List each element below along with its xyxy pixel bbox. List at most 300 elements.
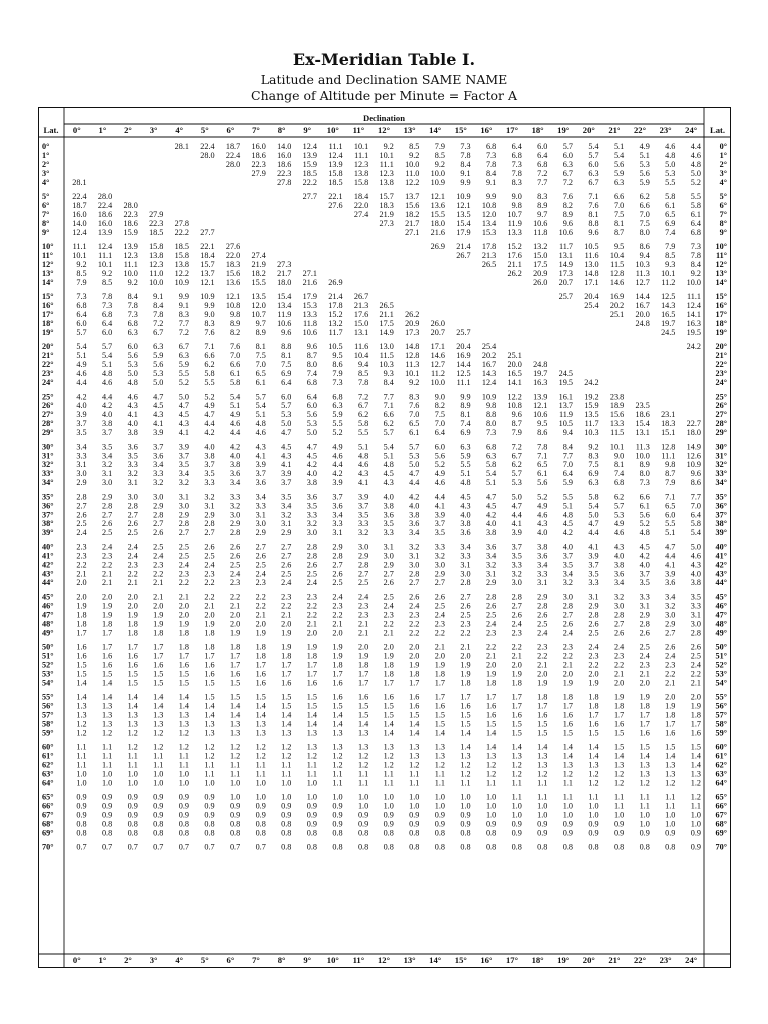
table-cell: 5.7 <box>562 142 573 151</box>
column-footer: 0° <box>72 955 81 965</box>
table-cell: 3.7 <box>153 442 164 452</box>
table-cell: 3.2 <box>306 519 317 529</box>
table-cell: 1.1 <box>255 769 266 779</box>
table-cell: 16.7 <box>635 301 650 311</box>
table-cell: 2.3 <box>434 619 445 629</box>
table-cell: 3.9 <box>281 469 292 479</box>
table-cell: 22.3 <box>149 218 164 228</box>
table-cell: 1.2 <box>460 769 471 779</box>
table-cell: 18.0 <box>277 277 292 287</box>
table-cell: 13.1 <box>558 251 573 261</box>
table-cell: 2.4 <box>434 610 445 620</box>
table-cell: 18.3 <box>379 201 394 210</box>
lat-row-label: 50° <box>42 642 54 652</box>
lat-row-label-right: 14° <box>715 277 727 287</box>
table-cell: 1.7 <box>460 692 471 702</box>
lat-row-label-right: 37° <box>715 510 727 520</box>
table-cell: 3.3 <box>76 451 87 461</box>
table-cell: 3.2 <box>153 478 164 488</box>
table-cell: 5.2 <box>690 177 701 187</box>
table-cell: 5.2 <box>537 492 548 502</box>
table-cell: 1.6 <box>204 660 215 670</box>
table-cell: 1.5 <box>76 660 87 670</box>
table-cell: 1.0 <box>76 778 87 788</box>
table-cell: 1.2 <box>178 742 189 752</box>
table-cell: 4.0 <box>613 551 625 561</box>
table-cell: 10.4 <box>609 251 625 261</box>
table-cell: 3.0 <box>460 569 471 579</box>
table-cell: 2.5 <box>255 560 266 570</box>
table-cell: 6.8 <box>537 159 548 169</box>
table-cell: 4.4 <box>101 392 113 402</box>
table-cell: 1.2 <box>101 728 113 738</box>
table-cell: 1.4 <box>127 692 138 702</box>
lat-row-label: 46° <box>42 601 54 611</box>
table-cell: 5.1 <box>665 528 676 538</box>
table-cell: 7.2 <box>178 327 189 337</box>
table-cell: 22.3 <box>123 209 138 219</box>
table-cell: 1.9 <box>101 610 113 620</box>
table-cell: 1.1 <box>562 778 573 788</box>
table-cell: 8.3 <box>178 310 189 320</box>
table-cell: 26.2 <box>507 268 522 278</box>
table-cell: 2.3 <box>204 569 215 579</box>
table-cell: 1.1 <box>613 801 625 811</box>
table-cell: 1.0 <box>511 810 522 820</box>
table-cell: 1.3 <box>255 728 266 738</box>
table-cell: 3.9 <box>665 569 676 579</box>
table-cell: 4.2 <box>485 510 497 520</box>
table-cell: 8.0 <box>639 469 650 479</box>
table-cell: 1.9 <box>537 678 548 688</box>
table-cell: 7.9 <box>76 277 87 287</box>
table-cell: 6.9 <box>588 469 599 479</box>
table-cell: 1.5 <box>613 728 625 738</box>
table-cell: 7.1 <box>665 492 676 502</box>
lat-row-label: 30° <box>42 442 54 452</box>
table-cell: 1.4 <box>153 701 164 711</box>
table-cell: 0.7 <box>101 842 113 852</box>
table-cell: 19.7 <box>661 319 676 328</box>
table-cell: 27.9 <box>251 168 266 178</box>
table-cell: 7.5 <box>281 360 292 370</box>
table-cell: 14.0 <box>72 218 87 228</box>
table-cell: 1.7 <box>281 669 292 679</box>
table-cell: 3.4 <box>101 451 113 461</box>
table-cell: 1.4 <box>178 692 189 702</box>
table-cell: 5.0 <box>127 369 138 379</box>
lat-row-label-right: 20° <box>715 342 727 352</box>
table-cell: 2.5 <box>357 578 369 588</box>
table-cell: 2.2 <box>306 601 317 611</box>
table-cell: 2.4 <box>127 551 138 561</box>
table-cell: 0.8 <box>639 842 650 852</box>
table-cell: 2.0 <box>460 651 471 661</box>
table-cell: 10.0 <box>430 378 445 387</box>
table-cell: 15.5 <box>430 209 445 219</box>
table-cell: 0.9 <box>434 819 445 829</box>
table-cell: 5.6 <box>434 451 445 461</box>
table-cell: 4.0 <box>690 569 701 579</box>
table-cell: 7.9 <box>511 428 522 438</box>
table-cell: 0.9 <box>204 801 215 811</box>
table-cell: 1.2 <box>153 742 164 752</box>
table-cell: 1.3 <box>332 728 343 738</box>
table-cell: 1.5 <box>178 669 189 679</box>
table-cell: 1.4 <box>485 742 497 752</box>
table-cell: 18.4 <box>353 192 369 202</box>
table-cell: 5.4 <box>76 342 87 352</box>
table-cell: 8.8 <box>281 342 292 352</box>
table-cell: 5.7 <box>255 392 266 402</box>
table-cell: 3.1 <box>537 578 548 588</box>
table-cell: 0.9 <box>460 819 471 829</box>
table-cell: 2.9 <box>178 510 189 520</box>
table-cell: 12.8 <box>661 442 676 452</box>
table-cell: 0.8 <box>537 842 548 852</box>
column-header: 13° <box>403 125 416 135</box>
table-cell: 1.5 <box>76 669 87 679</box>
table-cell: 1.5 <box>357 710 369 720</box>
table-cell: 1.0 <box>588 810 599 820</box>
table-cell: 3.7 <box>511 542 522 552</box>
table-cell: 2.7 <box>255 542 266 552</box>
table-cell: 1.9 <box>332 642 343 652</box>
table-cell: 1.1 <box>639 792 650 802</box>
table-cell: 5.0 <box>281 419 292 429</box>
table-cell: 2.1 <box>281 610 292 620</box>
table-cell: 13.9 <box>533 392 548 402</box>
lat-row-label-right: 29° <box>715 428 727 438</box>
table-cell: 2.2 <box>485 642 497 652</box>
table-cell: 21.7 <box>405 218 420 228</box>
table-cell: 1.7 <box>511 701 522 711</box>
table-cell: 2.2 <box>409 628 420 638</box>
table-cell: 12.1 <box>225 292 241 302</box>
table-cell: 17.6 <box>353 310 369 320</box>
table-cell: 3.4 <box>255 492 266 502</box>
table-cell: 1.3 <box>306 728 317 738</box>
table-cell: 2.7 <box>281 542 292 552</box>
table-cell: 1.5 <box>434 710 445 720</box>
table-cell: 3.0 <box>665 610 676 620</box>
table-cell: 18.5 <box>149 227 164 237</box>
table-cell: 7.4 <box>460 419 471 429</box>
table-cell: 27.1 <box>302 268 317 278</box>
column-footer: 5° <box>200 955 209 965</box>
lat-row-label: 42° <box>42 560 54 570</box>
table-cell: 1.7 <box>639 710 650 720</box>
table-cell: 22.4 <box>225 150 241 160</box>
lat-row-label: 36° <box>42 501 54 511</box>
table-cell: 12.3 <box>149 260 164 269</box>
table-cell: 11.6 <box>584 251 599 261</box>
table-cell: 2.4 <box>229 569 241 579</box>
table-cell: 3.4 <box>229 478 241 488</box>
table-cell: 16.0 <box>97 218 113 228</box>
table-cell: 2.7 <box>281 551 292 561</box>
table-cell: 2.3 <box>281 592 292 602</box>
table-cell: 1.3 <box>281 728 292 738</box>
table-cell: 3.8 <box>101 419 113 429</box>
table-cell: 3.2 <box>665 601 676 611</box>
lat-row-label: 63° <box>42 769 54 779</box>
table-cell: 3.1 <box>485 569 497 579</box>
table-cell: 3.2 <box>178 478 189 488</box>
table-cell: 11.8 <box>302 319 317 328</box>
table-cell: 1.8 <box>613 701 625 711</box>
column-header: 11° <box>352 125 365 135</box>
table-cell: 1.3 <box>178 719 189 729</box>
table-cell: 13.3 <box>507 227 522 237</box>
table-cell: 2.4 <box>357 592 369 602</box>
lat-row-label: 27° <box>42 410 54 420</box>
table-cell: 9.2 <box>101 268 113 278</box>
lat-row-label-right: 42° <box>715 560 727 570</box>
table-cell: 6.8 <box>127 319 138 328</box>
table-cell: 4.3 <box>383 478 394 488</box>
table-cell: 1.7 <box>665 719 676 729</box>
table-cell: 2.6 <box>690 642 701 652</box>
table-cell: 3.8 <box>204 451 215 461</box>
table-cell: 8.4 <box>690 260 701 269</box>
table-cell: 5.0 <box>690 542 701 552</box>
table-cell: 1.2 <box>690 792 701 802</box>
table-cell: 0.9 <box>76 801 87 811</box>
table-cell: 13.9 <box>328 159 343 169</box>
table-cell: 12.1 <box>533 401 548 411</box>
table-cell: 9.1 <box>485 177 497 187</box>
table-cell: 1.5 <box>511 728 522 738</box>
table-cell: 8.4 <box>460 159 471 169</box>
lat-row-label: 23° <box>42 369 54 379</box>
table-cell: 0.8 <box>101 828 113 838</box>
table-cell: 2.5 <box>485 610 497 620</box>
column-footer: 9° <box>303 955 312 965</box>
table-cell: 3.1 <box>460 560 471 570</box>
table-cell: 2.3 <box>153 560 164 570</box>
table-cell: 3.2 <box>204 492 215 502</box>
table-cell: 2.4 <box>178 560 189 570</box>
table-cell: 0.9 <box>332 810 343 820</box>
table-cell: 1.0 <box>357 801 369 811</box>
table-cell: 1.6 <box>357 692 369 702</box>
table-cell: 3.4 <box>562 569 573 579</box>
table-cell: 4.3 <box>357 469 369 479</box>
column-footer: 23° <box>659 955 672 965</box>
table-cell: 0.9 <box>76 792 87 802</box>
table-cell: 12.8 <box>609 268 625 278</box>
column-footer: 18° <box>531 955 544 965</box>
table-cell: 3.0 <box>690 619 701 629</box>
table-cell: 5.8 <box>690 201 701 210</box>
table-cell: 4.9 <box>76 360 87 370</box>
table-cell: 3.0 <box>306 528 317 538</box>
table-cell: 2.1 <box>101 578 113 588</box>
table-cell: 0.9 <box>357 810 369 820</box>
table-cell: 2.6 <box>383 578 394 588</box>
table-cell: 6.2 <box>639 192 650 202</box>
table-cell: 1.3 <box>255 719 266 729</box>
table-cell: 5.7 <box>588 150 599 160</box>
table-cell: 0.8 <box>153 819 164 829</box>
table-cell: 1.0 <box>562 810 573 820</box>
table-cell: 1.5 <box>153 669 164 679</box>
table-cell: 6.7 <box>511 451 522 461</box>
table-cell: 12.3 <box>379 168 394 178</box>
table-cell: 3.8 <box>485 528 497 538</box>
table-cell: 1.4 <box>460 728 471 738</box>
lat-row-label-right: 52° <box>715 660 727 670</box>
table-cell: 0.9 <box>409 810 420 820</box>
table-cell: 10.4 <box>353 351 369 361</box>
table-cell: 4.4 <box>434 492 445 502</box>
table-cell: 18.6 <box>251 150 266 160</box>
table-cell: 4.0 <box>306 469 317 479</box>
table-cell: 1.2 <box>357 760 369 770</box>
table-cell: 3.9 <box>332 478 343 488</box>
table-cell: 13.8 <box>149 251 164 261</box>
table-cell: 1.2 <box>665 778 676 788</box>
table-cell: 3.3 <box>690 601 701 611</box>
table-cell: 1.8 <box>665 710 676 720</box>
table-cell: 18.3 <box>225 260 241 269</box>
table-cell: 6.0 <box>588 159 599 169</box>
table-cell: 1.3 <box>434 751 445 761</box>
table-cell: 13.3 <box>609 419 625 429</box>
table-cell: 2.2 <box>690 669 701 679</box>
table-cell: 4.9 <box>204 401 215 411</box>
table-cell: 13.4 <box>481 218 497 228</box>
table-cell: 20.4 <box>584 292 599 302</box>
table-cell: 3.0 <box>153 492 164 502</box>
column-footer: 16° <box>480 955 493 965</box>
table-cell: 5.1 <box>101 360 113 370</box>
table-cell: 5.3 <box>639 159 650 169</box>
table-cell: 1.0 <box>460 801 471 811</box>
table-cell: 6.0 <box>127 342 138 352</box>
table-cell: 1.4 <box>409 728 420 738</box>
table-cell: 6.4 <box>537 150 548 160</box>
table-cell: 22.3 <box>277 168 292 178</box>
table-cell: 25.7 <box>456 327 471 337</box>
table-cell: 6.4 <box>306 392 317 402</box>
table-cell: 7.0 <box>613 201 625 210</box>
table-cell: 10.3 <box>584 428 599 438</box>
table-cell: 1.9 <box>332 651 343 661</box>
table-cell: 0.8 <box>485 842 497 852</box>
table-cell: 1.3 <box>460 751 471 761</box>
table-cell: 3.0 <box>511 578 522 588</box>
table-cell: 0.8 <box>332 828 343 838</box>
table-cell: 1.6 <box>690 728 701 738</box>
table-cell: 1.7 <box>383 678 394 688</box>
table-cell: 7.4 <box>306 369 317 379</box>
table-cell: 1.9 <box>306 642 317 652</box>
table-cell: 4.3 <box>178 419 189 429</box>
table-cell: 1.4 <box>101 692 113 702</box>
lat-row-label-right: 7° <box>719 209 727 219</box>
table-cell: 1.2 <box>383 751 394 761</box>
table-cell: 2.8 <box>204 519 215 529</box>
table-cell: 0.8 <box>357 842 369 852</box>
lat-row-label: 0° <box>42 142 50 151</box>
table-cell: 1.8 <box>101 619 113 629</box>
table-cell: 16.5 <box>661 310 676 320</box>
table-cell: 5.8 <box>588 492 599 502</box>
table-cell: 1.7 <box>409 678 420 688</box>
table-cell: 1.0 <box>537 801 548 811</box>
table-cell: 2.8 <box>639 619 650 629</box>
column-header: 3° <box>149 125 158 135</box>
table-cell: 14.3 <box>661 301 676 311</box>
table-cell: 18.4 <box>200 251 215 261</box>
table-cell: 5.5 <box>357 428 369 438</box>
table-cell: 1.7 <box>306 660 317 670</box>
table-cell: 3.8 <box>306 478 317 488</box>
table-cell: 2.8 <box>101 501 113 511</box>
table-cell: 10.9 <box>174 277 189 287</box>
table-cell: 1.3 <box>357 728 369 738</box>
table-cell: 3.6 <box>665 578 676 588</box>
table-cell: 0.8 <box>332 842 343 852</box>
table-cell: 0.8 <box>383 828 394 838</box>
table-cell: 1.6 <box>613 719 625 729</box>
table-cell: 1.2 <box>588 769 599 779</box>
table-cell: 2.1 <box>229 601 241 611</box>
table-cell: 15.9 <box>123 227 138 237</box>
lat-row-label: 35° <box>42 492 54 502</box>
table-cell: 0.9 <box>690 842 701 852</box>
table-cell: 6.8 <box>332 392 343 402</box>
table-cell: 1.1 <box>127 751 138 761</box>
table-cell: 1.0 <box>562 801 573 811</box>
table-cell: 2.4 <box>101 542 113 552</box>
table-cell: 1.6 <box>485 710 497 720</box>
table-cell: 1.3 <box>127 710 138 720</box>
lat-row-label-right: 64° <box>715 778 727 788</box>
table-cell: 1.5 <box>588 728 599 738</box>
table-cell: 1.1 <box>383 769 394 779</box>
table-cell: 6.8 <box>511 150 522 160</box>
table-cell: 7.7 <box>690 492 701 502</box>
table-cell: 4.5 <box>460 492 471 502</box>
table-cell: 2.2 <box>537 651 548 661</box>
table-cell: 3.1 <box>639 601 650 611</box>
table-cell: 0.8 <box>76 828 87 838</box>
table-cell: 1.4 <box>229 701 241 711</box>
table-cell: 3.0 <box>383 551 394 561</box>
lat-row-label-right: 8° <box>719 218 727 228</box>
table-cell: 22.1 <box>200 242 215 252</box>
table-cell: 3.7 <box>178 451 189 461</box>
table-cell: 4.9 <box>613 519 625 529</box>
table-cell: 1.5 <box>383 701 394 711</box>
table-cell: 6.3 <box>460 442 471 452</box>
table-cell: 2.8 <box>511 592 522 602</box>
table-cell: 9.9 <box>204 301 215 311</box>
table-cell: 5.1 <box>639 150 650 160</box>
table-cell: 9.6 <box>588 227 599 237</box>
lat-row-label-right: 57° <box>715 710 727 720</box>
table-cell: 1.9 <box>357 651 369 661</box>
table-cell: 0.9 <box>357 819 369 829</box>
table-cell: 22.1 <box>328 192 343 202</box>
table-cell: 1.4 <box>588 742 599 752</box>
table-cell: 2.7 <box>101 510 113 520</box>
table-cell: 23.5 <box>635 401 650 411</box>
table-cell: 9.2 <box>588 442 599 452</box>
